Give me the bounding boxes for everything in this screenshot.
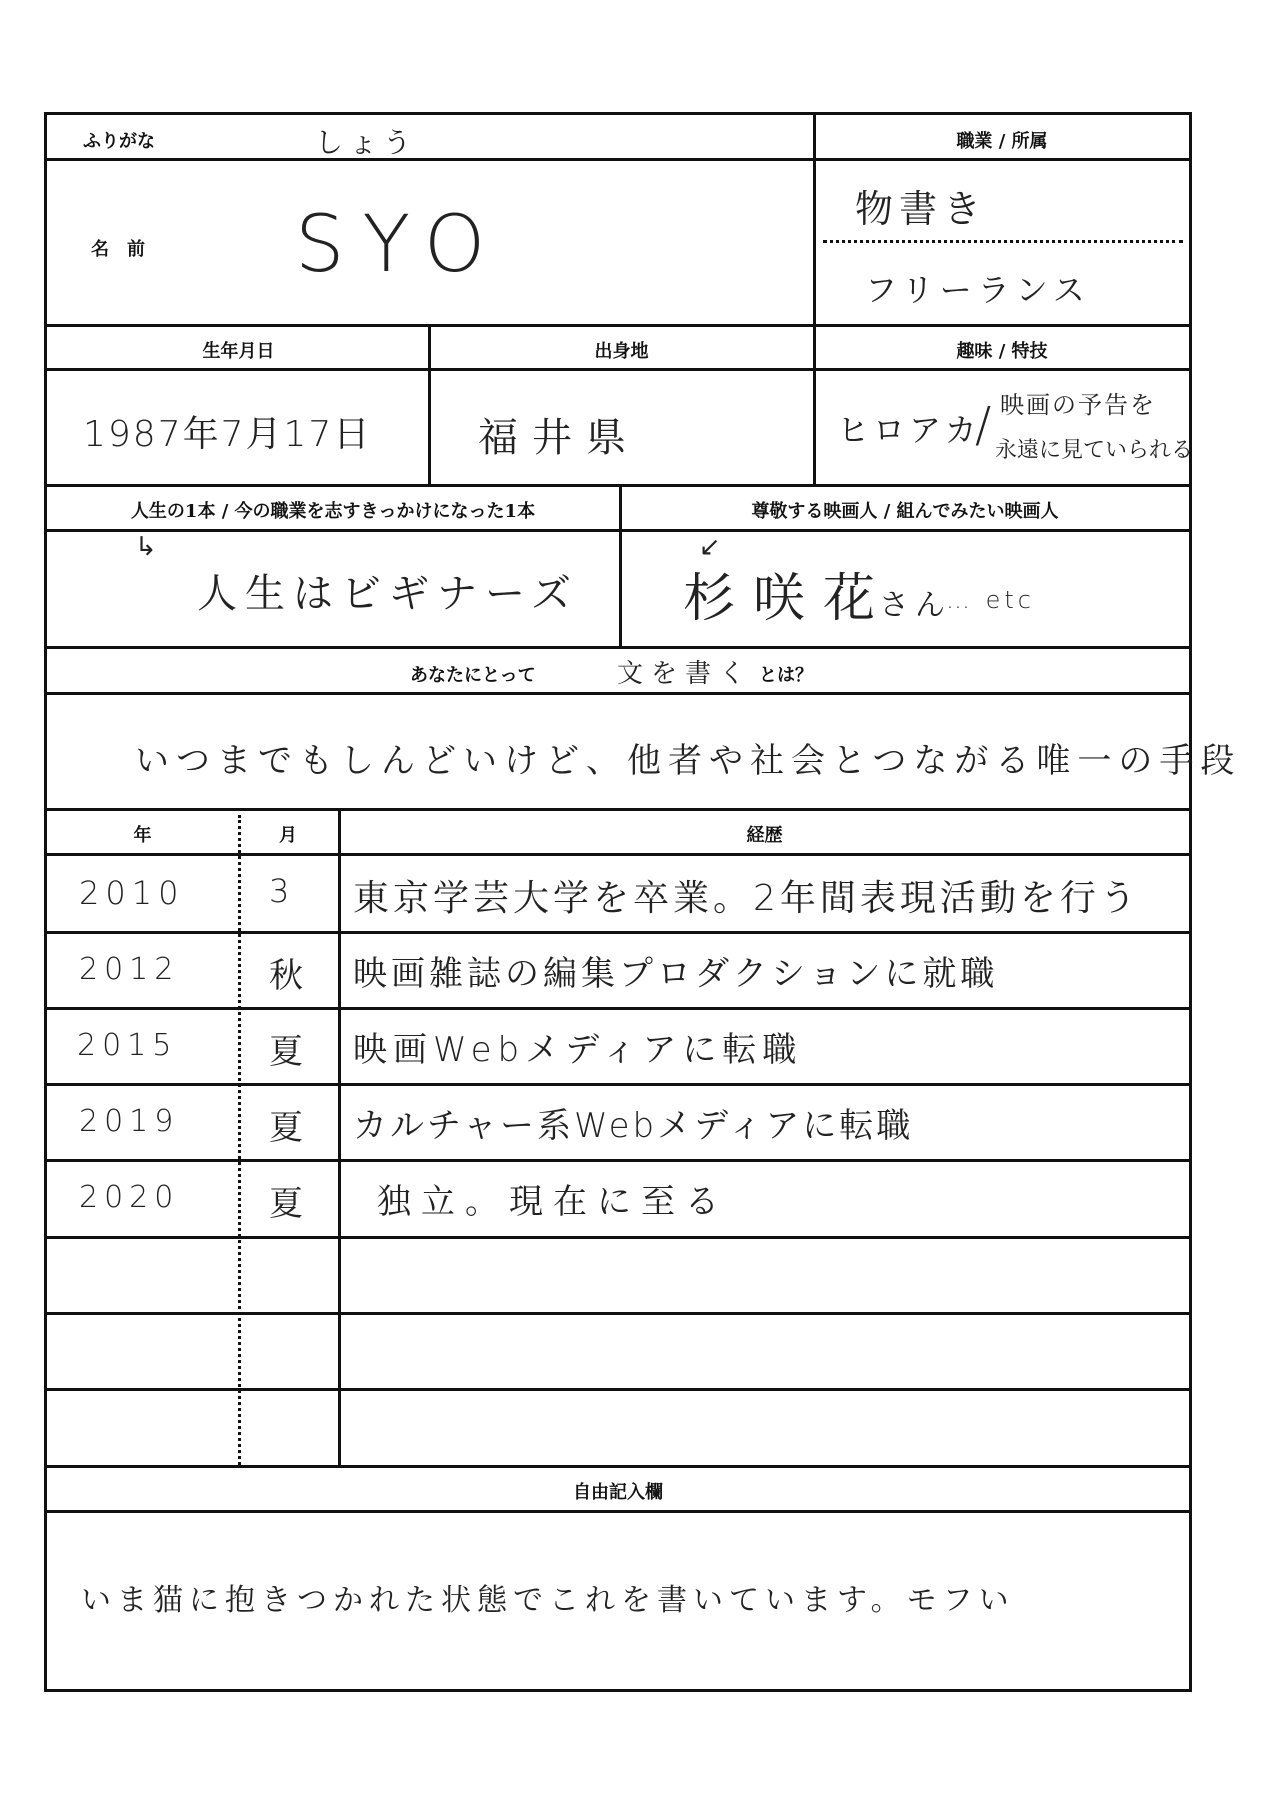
question-answer-cell: [47, 695, 1242, 808]
arrow-down-left-icon: ↙: [699, 532, 721, 562]
birthplace-value-cell: [430, 371, 813, 485]
arrow-down-right-icon: ↳: [135, 532, 157, 562]
history-header: [340, 811, 1189, 853]
name-row: [47, 160, 815, 325]
occupation-line2: フリーランス: [865, 271, 1091, 309]
name-label: 名 前: [91, 239, 145, 260]
furigana-label: ふりがな: [83, 131, 155, 152]
career-row-empty: [47, 1315, 1189, 1388]
question-answer: いつまでもしんどいけど、他者や社会とつながる唯一の手段: [135, 741, 1242, 781]
career-month: 夏: [269, 1184, 309, 1224]
career-row: [47, 856, 1189, 931]
hobby-value-line2: 永遠に見ていられる: [995, 438, 1194, 463]
year-header: [47, 811, 238, 853]
hobby-value-line1: 映画の予告を: [1000, 391, 1156, 419]
respected-value: 杉咲花: [683, 569, 894, 629]
birthdate-value-cell: [47, 371, 430, 485]
career-month: 夏: [269, 1032, 309, 1072]
free-entry-label: 自由記入欄: [573, 1482, 663, 1503]
question-header: [47, 649, 1189, 692]
birthplace-value: 福井県: [478, 415, 640, 461]
furigana-value: しょう: [315, 126, 418, 159]
career-month: 3: [269, 872, 296, 910]
career-text: 独立。現在に至る: [377, 1182, 729, 1222]
question-prefix: あなたにとって: [410, 665, 536, 686]
career-row-empty: [47, 1391, 1189, 1464]
respected-header: [621, 487, 1189, 529]
history-header-label: 経歴: [746, 825, 783, 846]
career-row: [47, 934, 1189, 1007]
month-header: [238, 811, 338, 853]
occupation-value: [815, 160, 1189, 325]
life-film-header: [47, 487, 619, 529]
occupation-line1: 物書き: [855, 187, 988, 231]
free-entry-header: [47, 1468, 1189, 1510]
birthdate-header: [47, 327, 430, 369]
career-month: 秋: [269, 956, 309, 996]
career-row: [47, 1162, 1189, 1236]
birthplace-header: [430, 327, 813, 369]
career-row: [47, 1010, 1189, 1083]
hobby-label: 趣味 / 特技: [956, 341, 1048, 362]
hobby-value-main: ヒロアカ: [837, 411, 981, 449]
respected-value-cell: [621, 532, 1189, 646]
occupation-header: [815, 115, 1189, 160]
birthdate-value: 1987年7月17日: [83, 414, 372, 455]
career-row-empty: [47, 1239, 1189, 1312]
profile-sheet: [44, 112, 1242, 1692]
hobby-value-cell: [815, 371, 1194, 485]
career-text: 映画Webメディアに転職: [353, 1030, 803, 1070]
career-text: カルチャー系Webメディアに転職: [353, 1106, 914, 1146]
hobby-value-slash: /: [975, 397, 998, 453]
life-film-label: 人生の1本 / 今の職業を志すきっかけになった1本: [130, 501, 536, 522]
free-entry-text: いま猫に抱きつかれた状態でこれを書いています。モフい: [81, 1583, 1015, 1618]
free-entry-cell: [47, 1513, 1189, 1689]
career-year: 2010: [79, 874, 185, 912]
hobby-header: [815, 327, 1189, 369]
respected-etc: … etc: [946, 586, 1035, 614]
life-film-value: 人生はビギナーズ: [197, 571, 579, 617]
career-row: [47, 1086, 1189, 1159]
respected-label: 尊敬する映画人 / 組んでみたい映画人: [751, 501, 1059, 522]
career-year: 2015: [77, 1028, 178, 1063]
furigana-row: [47, 115, 815, 160]
life-film-value-cell: [47, 532, 619, 646]
respected-suffix: さん: [879, 588, 951, 623]
career-text: 東京学芸大学を卒業。2年間表現活動を行う: [353, 878, 1140, 919]
career-year: 2019: [79, 1104, 180, 1139]
year-header-label: 年: [133, 825, 152, 846]
career-text: 映画雑誌の編集プロダクションに就職: [353, 954, 999, 994]
question-topic: 文を書く: [617, 659, 754, 689]
month-header-label: 月: [279, 825, 297, 846]
question-suffix: とは？: [759, 665, 813, 686]
occupation-label: 職業 / 所属: [956, 131, 1048, 152]
name-value: SYO: [295, 200, 504, 290]
career-month: 夏: [269, 1108, 309, 1148]
birthplace-label: 出身地: [594, 341, 649, 362]
birthdate-label: 生年月日: [202, 341, 275, 362]
career-year: 2020: [79, 1180, 180, 1215]
career-year: 2012: [79, 952, 180, 987]
